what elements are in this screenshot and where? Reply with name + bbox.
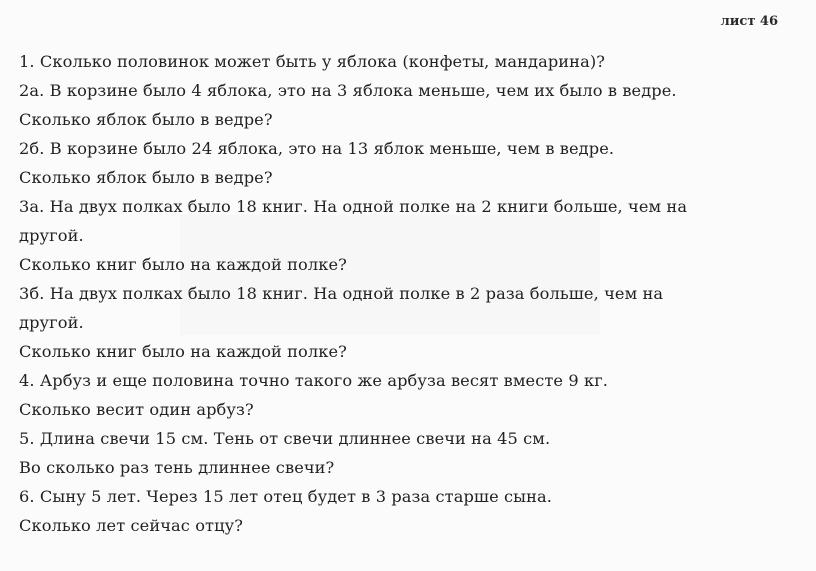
problem-3b-statement: 3б. На двух полках было 18 книг. На одной полке в 2 раза больше, чем на (19, 284, 664, 303)
problem-3a-statement: 3а. На двух полках было 18 книг. На одной полке на 2 книги больше, чем на (19, 197, 688, 216)
problem-5-question: Во сколько раз тень длиннее свечи? (19, 458, 335, 477)
problem-3b-statement-cont: другой. (19, 313, 84, 332)
sheet-number: лист 46 (720, 14, 778, 29)
problem-4-statement: 4. Арбуз и еще половина точно такого же арбуза весят вместе 9 кг. (19, 371, 609, 390)
problem-5-statement: 5. Длина свечи 15 см. Тень от свечи длиннее свечи на 45 см. (19, 429, 551, 448)
problem-2b-statement: 2б. В корзине было 24 яблока, это на 13 яблок меньше, чем в ведре. (19, 139, 615, 158)
problem-3b-question: Сколько книг было на каждой полке? (19, 342, 347, 361)
problem-2a-question: Сколько яблок было в ведре? (19, 110, 273, 129)
problem-list (19, 47, 687, 540)
problem-1-question: 1. Сколько половинок может быть у яблока (конфеты, мандарина)? (19, 52, 606, 71)
problem-2a-statement: 2а. В корзине было 4 яблока, это на 3 яблока меньше, чем их было в ведре. (19, 81, 677, 100)
problem-2b-question: Сколько яблок было в ведре? (19, 168, 273, 187)
problem-6-statement: 6. Сыну 5 лет. Через 15 лет отец будет в 3 раза старше сына. (19, 487, 553, 506)
problem-4-question: Сколько весит один арбуз? (19, 400, 254, 419)
problem-6-question: Сколько лет сейчас отцу? (19, 516, 244, 535)
problem-3a-statement-cont: другой. (19, 226, 84, 245)
problem-3a-question: Сколько книг было на каждой полке? (19, 255, 347, 274)
